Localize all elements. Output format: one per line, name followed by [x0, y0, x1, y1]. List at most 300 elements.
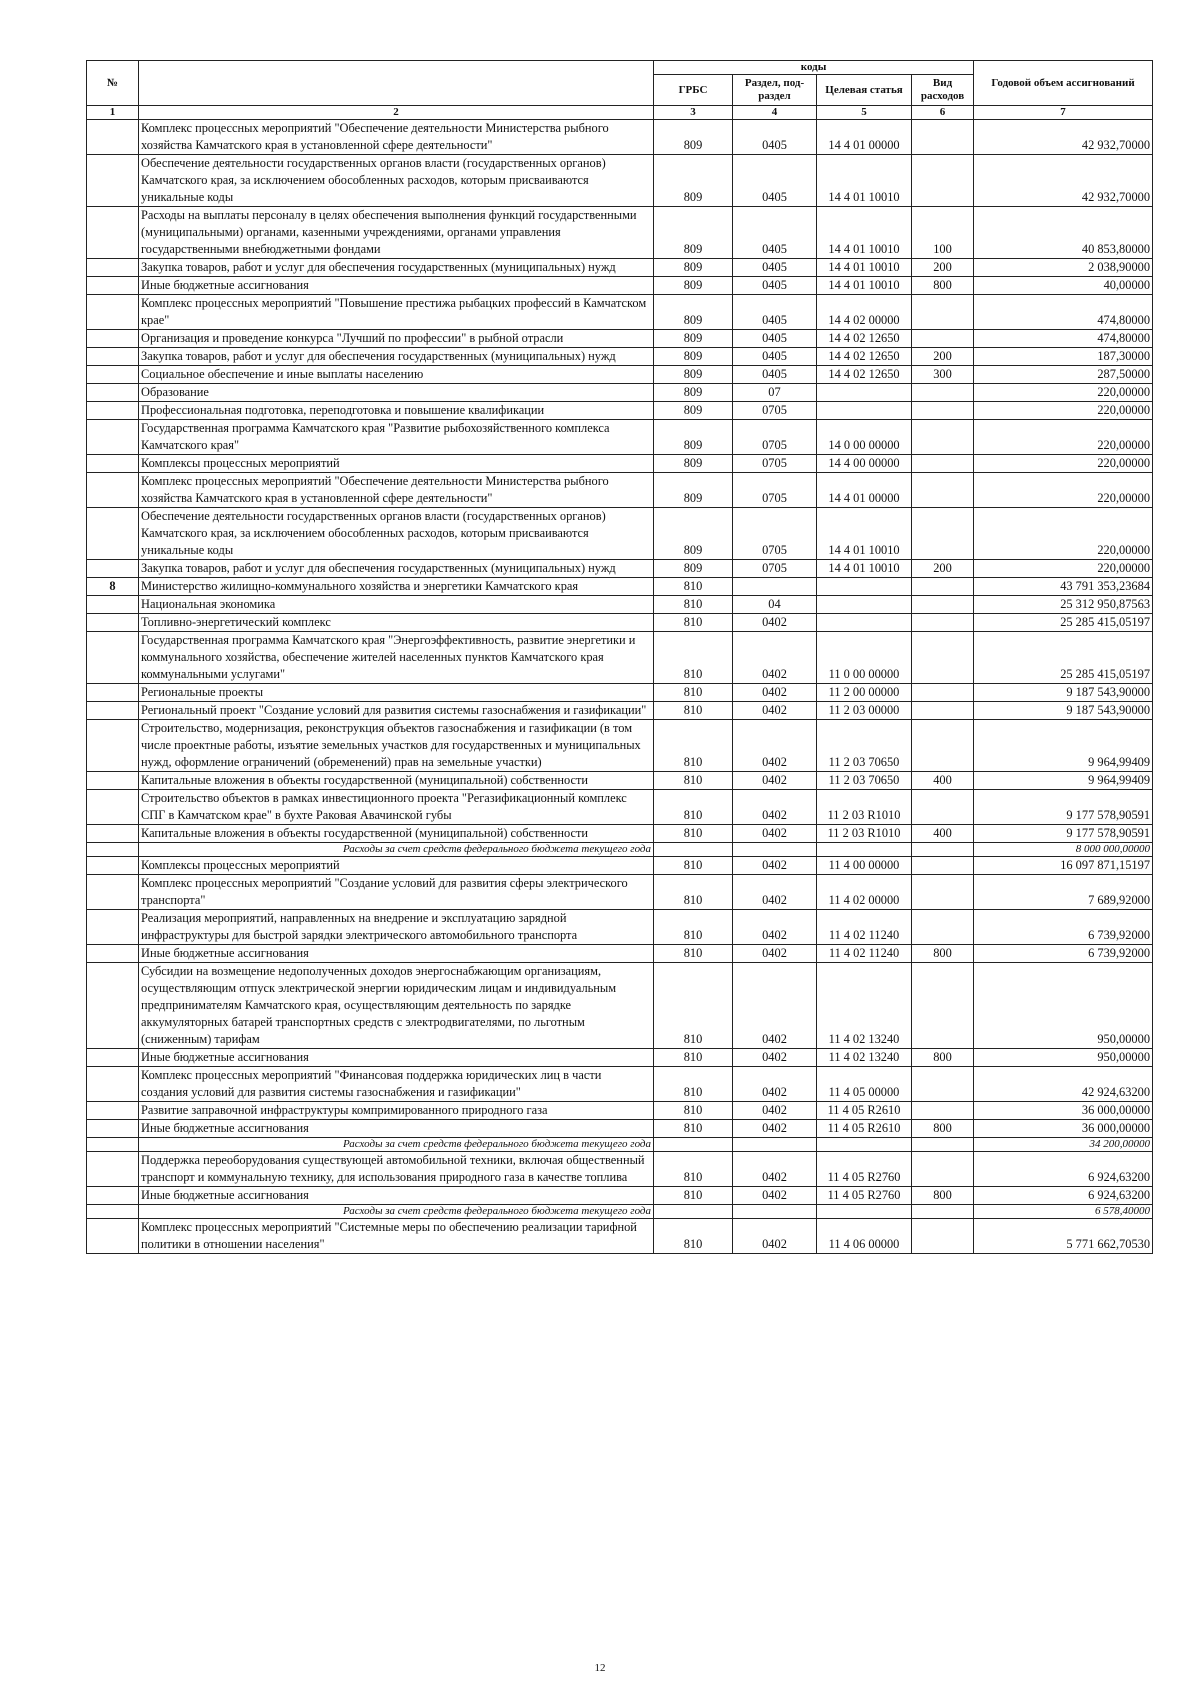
table-row	[87, 455, 1153, 473]
cell-vid	[912, 508, 974, 560]
cell-grbs: 810	[654, 945, 733, 963]
cell-celevaya: 14 4 02 12650	[817, 366, 912, 384]
cell-sum: 6 739,92000	[974, 945, 1153, 963]
cell-celevaya: 14 4 02 00000	[817, 295, 912, 330]
cell-name: Комплекс процессных мероприятий "Обеспечение деятельности Министерства рыбного хозяйства Камчатского края в установленной сфере деятельности"	[139, 120, 654, 155]
table-row	[87, 1120, 1153, 1138]
cell-number	[87, 277, 139, 295]
table-row	[87, 596, 1153, 614]
cell-number	[87, 945, 139, 963]
cell-number	[87, 1138, 139, 1152]
cell-name: Иные бюджетные ассигнования	[139, 945, 654, 963]
table-row	[87, 348, 1153, 366]
federal-budget-row	[87, 843, 1153, 857]
cell-celevaya: 11 4 05 R2610	[817, 1102, 912, 1120]
cell-name: Комплекс процессных мероприятий "Создание условий для развития сферы электрического транспорта"	[139, 875, 654, 910]
cell-sum: 43 791 353,23684	[974, 578, 1153, 596]
cell-grbs: 809	[654, 277, 733, 295]
cell-name: Иные бюджетные ассигнования	[139, 1049, 654, 1067]
cell-number	[87, 295, 139, 330]
cell-name: Расходы на выплаты персоналу в целях обеспечения выполнения функций государственными (муниципальными) органами, казенными учреждениями, органами управления государственными внебюджетными фондами	[139, 207, 654, 259]
cell-sum: 25 285 415,05197	[974, 614, 1153, 632]
cell-celevaya: 11 4 02 00000	[817, 875, 912, 910]
cell-celevaya: 11 4 05 R2760	[817, 1152, 912, 1187]
cell-vid: 400	[912, 825, 974, 843]
cell-name: Расходы за счет средств федерального бюджета текущего года	[139, 1205, 654, 1219]
cell-razdel: 0705	[733, 508, 817, 560]
cell-celevaya: 14 4 01 00000	[817, 120, 912, 155]
cell-sum: 6 924,63200	[974, 1187, 1153, 1205]
table-row	[87, 702, 1153, 720]
cell-vid: 800	[912, 1187, 974, 1205]
cell-celevaya: 11 2 03 R1010	[817, 790, 912, 825]
cell-razdel: 0705	[733, 455, 817, 473]
cell-celevaya: 14 4 00 00000	[817, 455, 912, 473]
table-row	[87, 614, 1153, 632]
table-row	[87, 857, 1153, 875]
cell-number	[87, 1102, 139, 1120]
cell-grbs: 809	[654, 473, 733, 508]
budget-table	[86, 60, 1153, 1254]
cell-sum: 6 578,40000	[974, 1205, 1153, 1219]
cell-sum: 187,30000	[974, 348, 1153, 366]
cell-razdel	[733, 843, 817, 857]
cell-number: 8	[87, 578, 139, 596]
table-row	[87, 384, 1153, 402]
cell-vid	[912, 632, 974, 684]
cell-sum: 220,00000	[974, 560, 1153, 578]
header-razdel: Раздел, под-раздел	[733, 75, 817, 106]
cell-grbs: 810	[654, 578, 733, 596]
cell-vid	[912, 790, 974, 825]
cell-vid	[912, 1219, 974, 1254]
table-row	[87, 772, 1153, 790]
table-header	[87, 61, 1153, 120]
cell-grbs: 809	[654, 155, 733, 207]
cell-grbs: 810	[654, 1187, 733, 1205]
cell-razdel: 0402	[733, 1219, 817, 1254]
cell-celevaya: 11 2 03 R1010	[817, 825, 912, 843]
header-summa: Годовой объем ассигнований	[974, 61, 1153, 106]
cell-vid	[912, 1067, 974, 1102]
table-row	[87, 1102, 1153, 1120]
cell-celevaya	[817, 578, 912, 596]
cell-name: Капитальные вложения в объекты государственной (муниципальной) собственности	[139, 772, 654, 790]
table-row	[87, 910, 1153, 945]
cell-name: Капитальные вложения в объекты государственной (муниципальной) собственности	[139, 825, 654, 843]
header-celevaya: Целевая статья	[817, 75, 912, 106]
cell-grbs: 810	[654, 632, 733, 684]
table-row	[87, 632, 1153, 684]
table-row	[87, 945, 1153, 963]
cell-number	[87, 420, 139, 455]
cell-grbs: 809	[654, 402, 733, 420]
cell-grbs: 809	[654, 259, 733, 277]
cell-celevaya: 11 2 03 00000	[817, 702, 912, 720]
cell-number	[87, 473, 139, 508]
cell-celevaya: 11 4 02 13240	[817, 963, 912, 1049]
cell-celevaya: 11 4 05 00000	[817, 1067, 912, 1102]
table-row	[87, 825, 1153, 843]
cell-razdel: 0402	[733, 963, 817, 1049]
cell-name: Региональные проекты	[139, 684, 654, 702]
cell-vid: 200	[912, 259, 974, 277]
cell-name: Социальное обеспечение и иные выплаты населению	[139, 366, 654, 384]
cell-razdel: 0402	[733, 857, 817, 875]
cell-razdel: 0402	[733, 945, 817, 963]
table-row	[87, 560, 1153, 578]
col-number-6: 6	[912, 106, 974, 120]
cell-vid	[912, 1138, 974, 1152]
cell-number	[87, 560, 139, 578]
cell-celevaya: 11 0 00 00000	[817, 632, 912, 684]
cell-name: Расходы за счет средств федерального бюджета текущего года	[139, 1138, 654, 1152]
cell-celevaya: 14 4 01 10010	[817, 207, 912, 259]
cell-sum: 220,00000	[974, 384, 1153, 402]
table-row	[87, 155, 1153, 207]
cell-grbs: 809	[654, 560, 733, 578]
cell-vid	[912, 473, 974, 508]
cell-name: Комплексы процессных мероприятий	[139, 857, 654, 875]
cell-grbs: 810	[654, 1152, 733, 1187]
cell-vid	[912, 963, 974, 1049]
cell-vid	[912, 402, 974, 420]
col-number-4: 4	[733, 106, 817, 120]
cell-sum: 220,00000	[974, 455, 1153, 473]
cell-sum: 9 964,99409	[974, 772, 1153, 790]
cell-number	[87, 1205, 139, 1219]
cell-razdel: 0402	[733, 825, 817, 843]
cell-razdel: 0405	[733, 295, 817, 330]
cell-vid	[912, 455, 974, 473]
cell-vid	[912, 384, 974, 402]
cell-celevaya: 11 4 06 00000	[817, 1219, 912, 1254]
cell-grbs	[654, 1138, 733, 1152]
cell-number	[87, 366, 139, 384]
cell-name: Организация и проведение конкурса "Лучший по профессии" в рыбной отрасли	[139, 330, 654, 348]
cell-sum: 6 739,92000	[974, 910, 1153, 945]
cell-grbs: 809	[654, 295, 733, 330]
cell-grbs: 810	[654, 720, 733, 772]
table-row	[87, 1152, 1153, 1187]
cell-sum: 9 177 578,90591	[974, 825, 1153, 843]
cell-name: Государственная программа Камчатского края "Энергоэффективность, развитие энергетики и коммунального хозяйства, обеспечение жителей населенных пунктов Камчатского края коммунальными услугами"	[139, 632, 654, 684]
cell-vid	[912, 155, 974, 207]
cell-number	[87, 155, 139, 207]
cell-celevaya: 14 4 01 00000	[817, 473, 912, 508]
cell-name: Закупка товаров, работ и услуг для обеспечения государственных (муниципальных) нужд	[139, 259, 654, 277]
cell-name: Иные бюджетные ассигнования	[139, 1187, 654, 1205]
cell-grbs: 809	[654, 207, 733, 259]
cell-number	[87, 1049, 139, 1067]
cell-name: Комплексы процессных мероприятий	[139, 455, 654, 473]
cell-celevaya: 14 4 02 12650	[817, 348, 912, 366]
cell-name: Профессиональная подготовка, переподготовка и повышение квалификации	[139, 402, 654, 420]
cell-number	[87, 259, 139, 277]
cell-number	[87, 702, 139, 720]
cell-number	[87, 843, 139, 857]
cell-razdel: 0405	[733, 330, 817, 348]
cell-vid: 400	[912, 772, 974, 790]
cell-number	[87, 1219, 139, 1254]
cell-celevaya	[817, 843, 912, 857]
cell-number	[87, 384, 139, 402]
cell-celevaya: 11 4 02 11240	[817, 945, 912, 963]
cell-razdel: 0405	[733, 348, 817, 366]
cell-razdel: 0402	[733, 684, 817, 702]
cell-celevaya: 11 4 05 R2610	[817, 1120, 912, 1138]
table-row	[87, 684, 1153, 702]
cell-vid: 800	[912, 277, 974, 295]
cell-grbs: 810	[654, 790, 733, 825]
cell-celevaya	[817, 402, 912, 420]
cell-grbs: 810	[654, 596, 733, 614]
cell-razdel: 0402	[733, 910, 817, 945]
cell-grbs: 810	[654, 875, 733, 910]
cell-grbs: 810	[654, 1049, 733, 1067]
cell-celevaya: 14 4 01 10010	[817, 508, 912, 560]
cell-number	[87, 790, 139, 825]
cell-grbs: 810	[654, 1067, 733, 1102]
col-number-3: 3	[654, 106, 733, 120]
cell-razdel: 0402	[733, 632, 817, 684]
cell-razdel: 07	[733, 384, 817, 402]
cell-vid: 800	[912, 1049, 974, 1067]
cell-sum: 2 038,90000	[974, 259, 1153, 277]
cell-name: Поддержка переоборудования существующей автомобильной техники, включая общественный транспорт и коммунальную технику, для использования природного газа в качестве топлива	[139, 1152, 654, 1187]
cell-name: Государственная программа Камчатского края "Развитие рыбохозяйственного комплекса Камчатского края"	[139, 420, 654, 455]
cell-celevaya: 11 4 00 00000	[817, 857, 912, 875]
col-number-2: 2	[139, 106, 654, 120]
cell-celevaya	[817, 1205, 912, 1219]
col-number-7: 7	[974, 106, 1153, 120]
cell-razdel: 0402	[733, 790, 817, 825]
cell-name: Министерство жилищно-коммунального хозяйства и энергетики Камчатского края	[139, 578, 654, 596]
cell-razdel: 0402	[733, 614, 817, 632]
cell-number	[87, 1152, 139, 1187]
cell-celevaya	[817, 384, 912, 402]
cell-razdel: 0402	[733, 1152, 817, 1187]
cell-razdel: 0705	[733, 402, 817, 420]
cell-sum: 25 285 415,05197	[974, 632, 1153, 684]
cell-number	[87, 614, 139, 632]
cell-sum: 9 187 543,90000	[974, 702, 1153, 720]
cell-number	[87, 772, 139, 790]
cell-sum: 42 932,70000	[974, 120, 1153, 155]
table-row	[87, 366, 1153, 384]
cell-celevaya: 11 4 02 13240	[817, 1049, 912, 1067]
cell-razdel: 0405	[733, 366, 817, 384]
cell-name: Региональный проект "Создание условий для развития системы газоснабжения и газификации"	[139, 702, 654, 720]
cell-grbs: 809	[654, 455, 733, 473]
cell-grbs: 810	[654, 1219, 733, 1254]
cell-number	[87, 1120, 139, 1138]
cell-vid	[912, 420, 974, 455]
cell-celevaya: 11 4 02 11240	[817, 910, 912, 945]
cell-sum: 220,00000	[974, 508, 1153, 560]
cell-number	[87, 348, 139, 366]
cell-vid	[912, 596, 974, 614]
cell-sum: 474,80000	[974, 330, 1153, 348]
cell-vid	[912, 857, 974, 875]
cell-razdel: 0402	[733, 1120, 817, 1138]
cell-grbs	[654, 1205, 733, 1219]
cell-name: Строительство объектов в рамках инвестиционного проекта "Регазификационный комплекс СПГ в Камчатском крае" в бухте Раковая Авачинской губы	[139, 790, 654, 825]
table-row	[87, 120, 1153, 155]
cell-vid: 100	[912, 207, 974, 259]
cell-celevaya	[817, 614, 912, 632]
cell-grbs: 809	[654, 348, 733, 366]
col-number-1: 1	[87, 106, 139, 120]
cell-grbs: 809	[654, 384, 733, 402]
page-number: 12	[594, 1662, 606, 1674]
cell-sum: 9 177 578,90591	[974, 790, 1153, 825]
table-row	[87, 277, 1153, 295]
cell-grbs: 809	[654, 330, 733, 348]
cell-grbs: 809	[654, 508, 733, 560]
cell-name: Закупка товаров, работ и услуг для обеспечения государственных (муниципальных) нужд	[139, 560, 654, 578]
cell-celevaya: 14 4 01 10010	[817, 259, 912, 277]
cell-celevaya: 11 2 03 70650	[817, 772, 912, 790]
cell-razdel: 0405	[733, 207, 817, 259]
cell-sum: 9 187 543,90000	[974, 684, 1153, 702]
cell-razdel	[733, 1205, 817, 1219]
cell-name: Комплекс процессных мероприятий "Финансовая поддержка юридических лиц в части создания условий для развития системы газоснабжения и газификации"	[139, 1067, 654, 1102]
cell-sum: 36 000,00000	[974, 1120, 1153, 1138]
cell-celevaya: 14 4 01 10010	[817, 560, 912, 578]
header-vid: Вид расходов	[912, 75, 974, 106]
cell-razdel: 0402	[733, 720, 817, 772]
cell-vid	[912, 910, 974, 945]
table-row	[87, 1067, 1153, 1102]
cell-number	[87, 402, 139, 420]
cell-sum: 8 000 000,00000	[974, 843, 1153, 857]
cell-sum: 40 853,80000	[974, 207, 1153, 259]
cell-number	[87, 1187, 139, 1205]
cell-sum: 25 312 950,87563	[974, 596, 1153, 614]
cell-name: Закупка товаров, работ и услуг для обеспечения государственных (муниципальных) нужд	[139, 348, 654, 366]
table-row	[87, 330, 1153, 348]
cell-vid	[912, 1152, 974, 1187]
table-row	[87, 578, 1153, 596]
table-row	[87, 875, 1153, 910]
cell-sum: 36 000,00000	[974, 1102, 1153, 1120]
cell-grbs: 810	[654, 910, 733, 945]
cell-razdel: 0402	[733, 702, 817, 720]
cell-grbs	[654, 843, 733, 857]
cell-vid: 800	[912, 945, 974, 963]
cell-number	[87, 720, 139, 772]
cell-name: Иные бюджетные ассигнования	[139, 1120, 654, 1138]
cell-number	[87, 632, 139, 684]
header-num: №	[87, 61, 139, 106]
table-row	[87, 1049, 1153, 1067]
cell-vid: 200	[912, 560, 974, 578]
cell-name: Топливно-энергетический комплекс	[139, 614, 654, 632]
cell-grbs: 810	[654, 1120, 733, 1138]
cell-razdel: 0402	[733, 1067, 817, 1102]
cell-grbs: 810	[654, 684, 733, 702]
cell-number	[87, 1067, 139, 1102]
cell-vid	[912, 875, 974, 910]
col-number-5: 5	[817, 106, 912, 120]
cell-razdel: 04	[733, 596, 817, 614]
cell-vid	[912, 720, 974, 772]
cell-name: Образование	[139, 384, 654, 402]
cell-number	[87, 596, 139, 614]
cell-vid	[912, 578, 974, 596]
cell-name: Обеспечение деятельности государственных органов власти (государственных органов) Камчатского края, за исключением обособленных расходов, которым присваиваются уникальные коды	[139, 155, 654, 207]
cell-vid	[912, 702, 974, 720]
table-row	[87, 402, 1153, 420]
cell-name: Национальная экономика	[139, 596, 654, 614]
cell-celevaya: 14 0 00 00000	[817, 420, 912, 455]
header-codes: коды	[654, 61, 974, 75]
cell-number	[87, 684, 139, 702]
cell-number	[87, 330, 139, 348]
federal-budget-row	[87, 1205, 1153, 1219]
cell-sum: 474,80000	[974, 295, 1153, 330]
cell-number	[87, 120, 139, 155]
cell-razdel: 0402	[733, 875, 817, 910]
cell-razdel: 0705	[733, 473, 817, 508]
cell-sum: 42 924,63200	[974, 1067, 1153, 1102]
cell-vid	[912, 1205, 974, 1219]
cell-vid: 300	[912, 366, 974, 384]
cell-number	[87, 910, 139, 945]
cell-celevaya: 14 4 02 12650	[817, 330, 912, 348]
cell-celevaya	[817, 596, 912, 614]
cell-grbs: 810	[654, 702, 733, 720]
federal-budget-row	[87, 1138, 1153, 1152]
cell-celevaya: 11 2 03 70650	[817, 720, 912, 772]
cell-razdel: 0402	[733, 1187, 817, 1205]
cell-vid	[912, 295, 974, 330]
cell-sum: 7 689,92000	[974, 875, 1153, 910]
cell-celevaya: 11 4 05 R2760	[817, 1187, 912, 1205]
table-row	[87, 1219, 1153, 1254]
cell-name: Реализация мероприятий, направленных на внедрение и эксплуатацию зарядной инфраструктуры для быстрой зарядки электрического автомобильного транспорта	[139, 910, 654, 945]
cell-sum: 950,00000	[974, 963, 1153, 1049]
table-row	[87, 963, 1153, 1049]
cell-vid	[912, 843, 974, 857]
cell-celevaya: 14 4 01 10010	[817, 277, 912, 295]
cell-vid	[912, 330, 974, 348]
cell-number	[87, 825, 139, 843]
cell-sum: 42 932,70000	[974, 155, 1153, 207]
cell-name: Субсидии на возмещение недополученных доходов энергоснабжающим организациям, осуществляющим отпуск электрической энергии юридическим лицам и индивидуальным предпринимателям Камчатского края, осуществляющим деятельность по зарядке аккумуляторных батарей транспортных средств с электродвигателями, по льготным (сниженным) тарифам	[139, 963, 654, 1049]
cell-grbs: 810	[654, 963, 733, 1049]
cell-sum: 220,00000	[974, 402, 1153, 420]
cell-razdel: 0405	[733, 259, 817, 277]
cell-sum: 34 200,00000	[974, 1138, 1153, 1152]
cell-sum: 16 097 871,15197	[974, 857, 1153, 875]
cell-number	[87, 207, 139, 259]
cell-razdel: 0405	[733, 277, 817, 295]
cell-name: Комплекс процессных мероприятий "Системные меры по обеспечению реализации тарифной политики в отношении населения"	[139, 1219, 654, 1254]
cell-celevaya: 14 4 01 10010	[817, 155, 912, 207]
table-body	[87, 120, 1153, 1254]
table-row	[87, 207, 1153, 259]
cell-grbs: 810	[654, 857, 733, 875]
cell-number	[87, 455, 139, 473]
table-row	[87, 720, 1153, 772]
table-row	[87, 295, 1153, 330]
table-row	[87, 508, 1153, 560]
cell-vid: 800	[912, 1120, 974, 1138]
cell-number	[87, 508, 139, 560]
cell-grbs: 809	[654, 366, 733, 384]
